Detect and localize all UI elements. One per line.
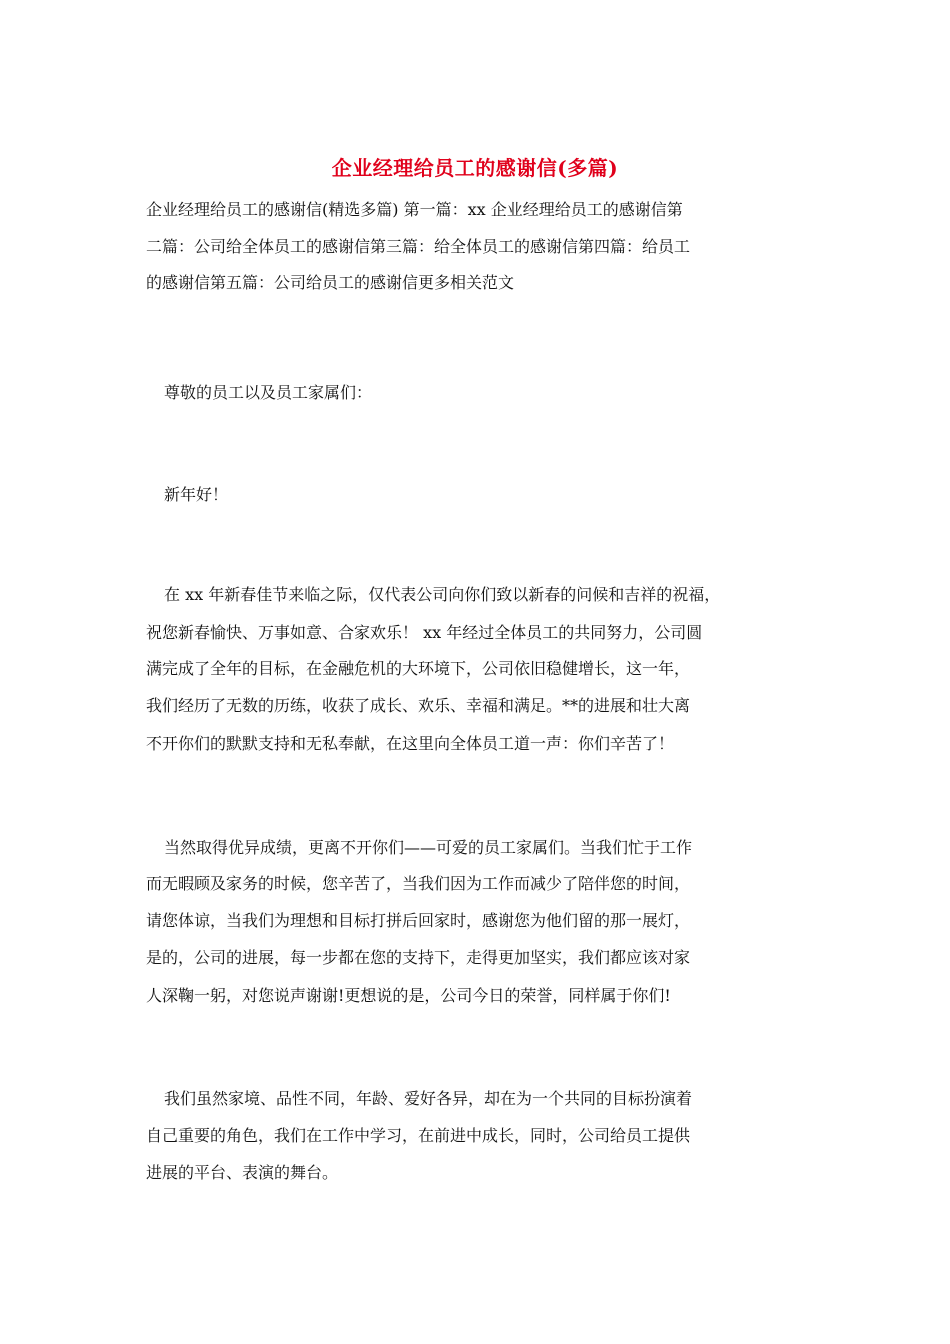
paragraph-1-line-3: 满完成了全年的目标，在金融危机的大环境下，公司依旧稳健增长，这一年， xyxy=(146,659,691,678)
paragraph-3-line-3: 进展的平台、表演的舞台。 xyxy=(146,1163,339,1182)
salutation: 尊敬的员工以及员工家属们： xyxy=(164,383,373,402)
paragraph-2-line-3: 请您体谅，当我们为理想和目标打拼后回家时，感谢您为他们留的那一展灯， xyxy=(146,911,691,930)
paragraph-1-line-5: 不开你们的默默支持和无私奉献，在这里向全体员工道一声：你们辛苦了！ xyxy=(146,734,675,753)
paragraph-1-line-2: 祝您新春愉快、万事如意、合家欢乐！ xx 年经过全体员工的共同努力，公司圆 xyxy=(146,623,703,642)
greeting: 新年好！ xyxy=(164,485,229,504)
paragraph-1-line-1: 在 xx 年新春佳节来临之际，仅代表公司向你们致以新春的问候和吉祥的祝福， xyxy=(164,585,721,604)
toc-line-1: 企业经理给员工的感谢信(精选多篇) 第一篇：xx 企业经理给员工的感谢信第 xyxy=(146,200,683,219)
toc-line-2: 二篇：公司给全体员工的感谢信第三篇：给全体员工的感谢信第四篇：给员工 xyxy=(146,237,691,256)
toc-line-3: 的感谢信第五篇：公司给员工的感谢信更多相关范文 xyxy=(146,273,515,292)
paragraph-1-line-4: 我们经历了无数的历练，收获了成长、欢乐、幸福和满足。**的进展和壮大离 xyxy=(146,696,691,715)
paragraph-2-line-4: 是的，公司的进展，每一步都在您的支持下，走得更加坚实，我们都应该对家 xyxy=(146,948,691,967)
paragraph-2-line-1: 当然取得优异成绩，更离不开你们——可爱的员工家属们。当我们忙于工作 xyxy=(164,838,693,857)
paragraph-2-line-2: 而无暇顾及家务的时候，您辛苦了，当我们因为工作而减少了陪伴您的时间， xyxy=(146,874,691,893)
paragraph-3-line-1: 我们虽然家境、品性不同，年龄、爱好各异，却在为一个共同的目标扮演着 xyxy=(164,1089,693,1108)
paragraph-3-line-2: 自己重要的角色，我们在工作中学习，在前进中成长，同时，公司给员工提供 xyxy=(146,1126,691,1145)
paragraph-2-line-5: 人深鞠一躬，对您说声谢谢!更想说的是，公司今日的荣誉，同样属于你们! xyxy=(146,986,671,1005)
document-title: 企业经理给员工的感谢信(多篇) xyxy=(331,156,619,180)
